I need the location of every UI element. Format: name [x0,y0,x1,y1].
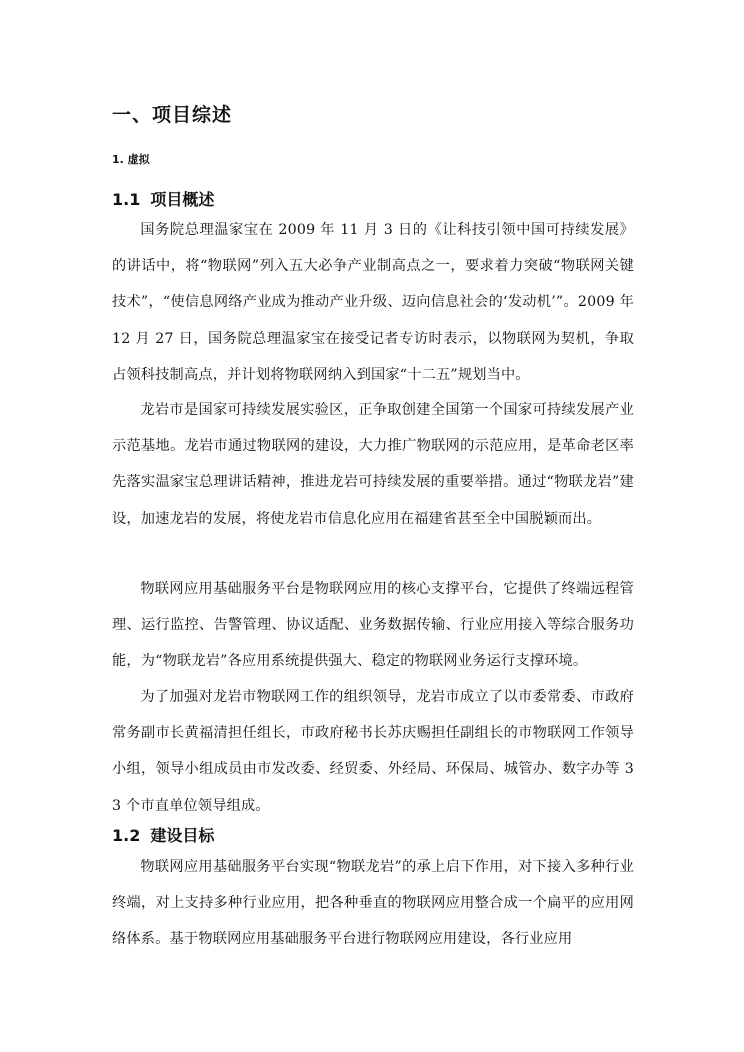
section-title: 建设目标 [150,826,215,845]
sub-heading: 1. 虚拟 [112,153,150,166]
main-heading: 一、项目综述 [112,104,233,126]
section-number: 1.2 [112,826,141,845]
paragraph-4: 为了加强对龙岩市物联网工作的组织领导，龙岩市成立了以市委常委、市政府常务副市长黄福清担任组长，市政府秘书长苏庆赐担任副组长的市物联网工作领导小组，领导小组成员由市发改委、经贸委、外经局、环保局、城管办、数字办等 33 个市直单位领导组成。 [112,689,634,814]
section-heading-1-1 [112,187,214,210]
paragraph-2: 龙岩市是国家可持续发展实验区，正争取创建全国第一个国家可持续发展产业示范基地。龙岩市通过物联网的建设，大力推广物联网的示范应用，是革命老区率先落实温家宝总理讲话精神，推进龙岩可持续发展的重要举措。通过“物联龙岩”建设，加速龙岩的发展，将使龙岩市信息化应用在福建省甚至全中国脱颖而出。 [112,402,634,527]
paragraph-5: 物联网应用基础服务平台实现“物联龙岩”的承上启下作用，对下接入多种行业终端，对上支持多种行业应用，把各种垂直的物联网应用整合成一个扁平的应用网络体系。基于物联网应用基础服务平台进行物联网应用建设，各行业应用 [112,859,634,948]
paragraph-1: 国务院总理温家宝在 2009 年 11 月 3 日的《让科技引领中国可持续发展》的讲话中，将“物联网”列入五大必争产业制高点之一，要求着力突破“物联网关键技术”，“使信息网络产业成为推动产业升级、迈向信息社会的‘发动机’”。2009 年 12 月 27 日，国务院总理温家宝在接受记者专访时表示，以物联网为契机，争取占领科技制高点，并计划将物联网纳入到国家“十二五”规划当中。 [112,222,634,383]
section-number: 1.1 [112,190,141,209]
section-heading-1-2 [112,823,214,846]
section-title: 项目概述 [150,190,215,209]
paragraph-3: 物联网应用基础服务平台是物联网应用的核心支撑平台，它提供了终端远程管理、运行监控、告警管理、协议适配、业务数据传输、行业应用接入等综合服务功能，为“物联龙岩”各应用系统提供强大、稳定的物联网业务运行支撑环境。 [112,581,634,670]
